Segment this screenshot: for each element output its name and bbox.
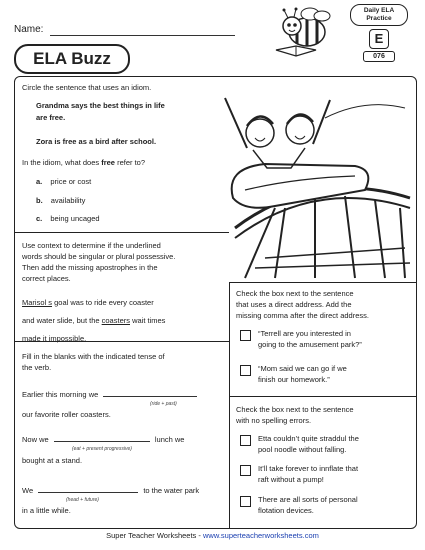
- option-a[interactable]: [36, 176, 91, 187]
- tense-sentence-1: [22, 389, 197, 400]
- fill-blank[interactable]: [54, 441, 150, 442]
- fill-blank[interactable]: [103, 396, 197, 397]
- name-field[interactable]: [50, 35, 235, 36]
- badge-line2: Practice: [366, 15, 392, 22]
- option-line: “Terrell are you interested in: [258, 329, 351, 338]
- option-line: finish our homework.”: [258, 375, 330, 384]
- footer: [0, 531, 425, 540]
- tense-sentence-1-end: our favorite roller coasters.: [22, 410, 111, 419]
- verb-hint: (eat + present progressive): [72, 446, 132, 452]
- checkbox[interactable]: [240, 465, 251, 476]
- tense-instruction: [22, 351, 227, 373]
- footer-link[interactable]: www.superteacherworksheets.com: [202, 531, 319, 540]
- instruction-line: words should be singular or plural possessive.: [22, 252, 176, 261]
- verb-hint: (head + future): [66, 497, 99, 503]
- instruction-line: Check the box next to the sentence: [236, 405, 354, 414]
- question-word: free: [101, 158, 115, 167]
- passage-text: wait times: [130, 316, 166, 325]
- direct-address-instruction: [236, 288, 414, 321]
- sentence-text: We: [22, 486, 34, 495]
- checkbox[interactable]: [240, 496, 251, 507]
- instruction-line: that uses a direct address. Add the: [236, 300, 352, 309]
- fill-blank[interactable]: [38, 492, 138, 493]
- spelling-option-1: [258, 433, 359, 455]
- option-text: price or cost: [50, 177, 92, 186]
- option-line: “Mom said we can go if we: [258, 364, 347, 373]
- instruction-line: Fill in the blanks with the indicated tense of: [22, 352, 165, 361]
- option-line: It’ll take forever to innflate that: [258, 464, 359, 473]
- instruction-line: Check the box next to the sentence: [236, 289, 354, 298]
- option-c[interactable]: [36, 213, 100, 224]
- option-letter: a.: [36, 177, 43, 186]
- option-letter: c.: [36, 214, 43, 223]
- instruction-line: correct places.: [22, 274, 71, 283]
- idiom-question: [22, 157, 145, 168]
- instruction-line: Then add the missing apostrophes in the: [22, 263, 158, 272]
- tense-sentence-2: [22, 434, 184, 445]
- option-b[interactable]: [36, 195, 85, 206]
- instruction-line: the verb.: [22, 363, 52, 372]
- divider: [229, 396, 416, 397]
- spelling-instruction: [236, 404, 414, 426]
- bee-reading-icon: [262, 6, 342, 62]
- daily-practice-badge: [349, 4, 409, 64]
- question-text-end: refer to?: [114, 158, 145, 167]
- tense-sentence-3-end: in a little while.: [22, 506, 71, 515]
- idiom-sentence-1b[interactable]: are free.: [36, 113, 66, 122]
- underlined-word[interactable]: coasters: [101, 316, 130, 325]
- sentence-text: to the water park: [143, 486, 200, 495]
- option-line: going to the amusement park?”: [258, 340, 362, 349]
- option-line: flotation devices.: [258, 506, 314, 515]
- direct-address-option-2: [258, 363, 347, 385]
- option-line: raft without a pump!: [258, 475, 324, 484]
- instruction-line: Use context to determine if the underlined: [22, 241, 161, 250]
- option-text: availability: [50, 196, 86, 205]
- option-text: being uncaged: [50, 214, 100, 223]
- sentence-text: Earlier this morning we: [22, 390, 99, 399]
- badge-line1: Daily ELA: [363, 7, 395, 14]
- badge-letter: E: [369, 29, 389, 49]
- passage-text: goal was to ride every coaster: [52, 298, 154, 307]
- passage-text: and water slide, but the: [22, 316, 102, 325]
- name-label: Name:: [14, 24, 44, 35]
- divider: [229, 282, 230, 529]
- instruction-line: missing comma after the direct address.: [236, 311, 369, 320]
- worksheet-title: ELA Buzz: [14, 44, 130, 74]
- idiom-sentence-1a[interactable]: Grandma says the best things in life: [36, 101, 165, 110]
- option-line: There are all sorts of personal: [258, 495, 358, 504]
- tense-sentence-2-end: bought at a stand.: [22, 456, 83, 465]
- idiom-sentence-2[interactable]: Zora is free as a bird after school.: [36, 137, 157, 146]
- spelling-option-2: [258, 463, 358, 485]
- option-line: Etta couldn’t quite straddul the: [258, 434, 359, 443]
- underlined-word[interactable]: Marisol s: [22, 298, 53, 307]
- tense-sentence-3: [22, 485, 199, 496]
- sentence-text: Now we: [22, 435, 49, 444]
- idiom-instruction: Circle the sentence that uses an idiom.: [22, 83, 152, 92]
- passage-text: made it impossible.: [22, 334, 87, 343]
- spelling-option-3: [258, 494, 358, 516]
- option-letter: b.: [36, 196, 43, 205]
- context-passage: [22, 296, 227, 345]
- context-instruction: [22, 240, 227, 284]
- divider: [229, 282, 416, 283]
- badge-number: 076: [363, 51, 395, 62]
- checkbox[interactable]: [240, 435, 251, 446]
- footer-brand: Super Teacher Worksheets -: [106, 531, 203, 540]
- verb-hint: (ride + past): [150, 401, 177, 407]
- option-line: pool noodle without falling.: [258, 445, 347, 454]
- question-text: In the idiom, what does: [22, 158, 102, 167]
- divider: [14, 232, 229, 233]
- roller-coaster-illustration: [205, 78, 415, 282]
- checkbox[interactable]: [240, 330, 251, 341]
- direct-address-option-1: [258, 328, 362, 350]
- checkbox[interactable]: [240, 365, 251, 376]
- instruction-line: with no spelling errors.: [236, 416, 312, 425]
- sentence-text: lunch we: [154, 435, 185, 444]
